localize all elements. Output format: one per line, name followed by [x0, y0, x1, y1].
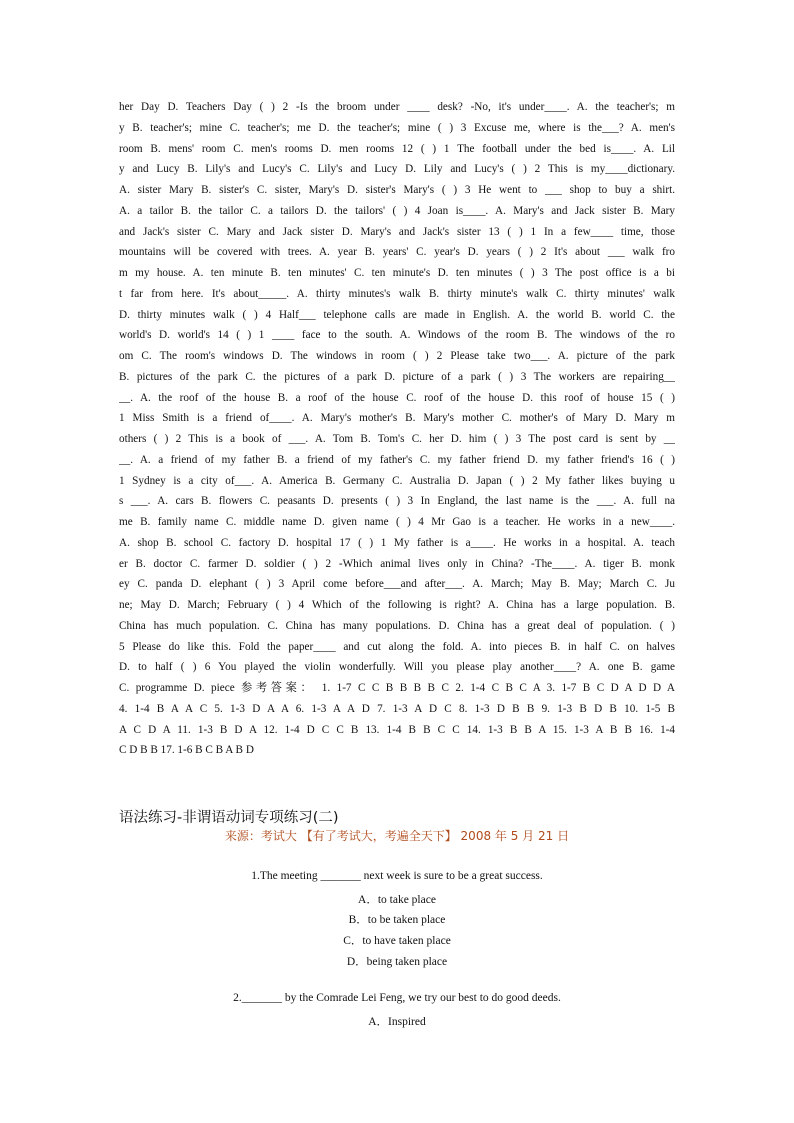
question-2-stem: 2._______ by the Comrade Lei Feng, we try our best to do good deeds.: [233, 992, 561, 1004]
paragraph-line: __. A. a friend of my father B. a friend of my father's C. my father friend D. my father friend's 16 ( ): [119, 453, 675, 466]
paragraph-line: A. a tailor B. the tailor C. a tailors D. the tailors' ( ) 4 Joan is____. A. Mary's and Jack sister B. Mary: [119, 204, 675, 217]
paragraph-line: me B. family name C. middle name D. given name ( ) 4 Mr Gao is a teacher. He works in a new____.: [119, 516, 675, 528]
paragraph-line: m my house. A. ten minute B. ten minutes' C. ten minute's D. ten minutes ( ) 3 The post office is a bi: [119, 267, 675, 279]
paragraph-line: t far from here. It's about_____. A. thirty minutes's walk B. thirty minute's walk C. thirty minutes' walk: [119, 287, 675, 300]
paragraph-line: 5 Please do like this. Fold the paper____ and cut along the fold. A. into pieces B. in half C. on halves: [119, 640, 675, 653]
paragraph-line: y and Lucy B. Lily's and Lucy's C. Lily's and Lucy D. Lily and Lucy's ( ) 2 This is my____dictionary.: [119, 163, 675, 176]
paragraph-line: 1 Miss Smith is a friend of____. A. Mary's mother's B. Mary's mother C. mother's of Mary D. Mary m: [119, 412, 675, 425]
paragraph-line: A C D A 11. 1-3 B D A 12. 1-4 D C C B 13. 1-4 B B C C 14. 1-3 B B A 15. 1-3 A B B 16. 1-4: [119, 723, 675, 736]
paragraph-line: world's D. world's 14 ( ) 1 ____ face to the south. A. Windows of the room B. The windows of the ro: [119, 329, 675, 342]
paragraph-line: and Jack's sister C. Mary and Jack sister D. Mary's and Jack's sister 13 ( ) 1 In a few____ time, those: [119, 225, 675, 238]
paragraph-line: s ___. A. cars B. flowers C. peasants D. presents ( ) 3 In England, the last name is the ___. A. full na: [119, 495, 675, 508]
paragraph-line: room B. mens' room C. men's rooms D. men rooms 12 ( ) 1 The football under the bed is____. A. Lil: [119, 142, 675, 155]
question-1-stem: 1.The meeting _______ next week is sure to be a great success.: [251, 870, 543, 882]
question-1-option-a: A．to take place: [358, 894, 436, 906]
paragraph-line: A. shop B. school C. factory D. hospital 17 ( ) 1 My father is a____. He works in a hospital. A. teach: [119, 536, 675, 549]
paragraph-line: 4. 1-4 B A A C 5. 1-3 D A A 6. 1-3 A A D 7. 1-3 A D C 8. 1-3 D B B 9. 1-3 B D B 10. 1-5 B: [119, 702, 675, 715]
paragraph-line: A. sister Mary B. sister's C. sister, Mary's D. sister's Mary's ( ) 3 He went to ___ shop to buy a shirt.: [119, 184, 675, 196]
paragraph-line: __. A. the roof of the house B. a roof of the house C. roof of the house D. this roof of house 15 ( ): [119, 391, 675, 404]
question-1-option-d: D．being taken place: [346, 956, 448, 968]
source-line: 来源：考试大 【有了考试大，考遍全天下】 2008 年 5 月 21 日: [224, 829, 570, 843]
paragraph-line: B. pictures of the park C. the pictures of a park D. picture of a park ( ) 3 The workers are repairing__: [119, 370, 675, 383]
paragraph-line: C D B B 17. 1-6 B C B A B D: [119, 744, 254, 757]
section-title: 语法练习-非谓语动词专项练习(二): [119, 810, 339, 826]
paragraph-line: D. thirty minutes walk ( ) 4 Half___ telephone calls are made in English. A. the world B. world C. the: [119, 308, 675, 321]
paragraph-line: others ( ) 2 This is a book of ___. A. Tom B. Tom's C. her D. him ( ) 3 The post card is sent by __: [119, 433, 675, 445]
exercise-paragraph: [119, 97, 675, 761]
question-2-option-a: A．Inspired: [368, 1016, 426, 1028]
paragraph-line: y B. teacher's; mine C. teacher's; me D. the teacher's; mine ( ) 3 Excuse me, where is the___? A. men's: [119, 121, 675, 134]
paragraph-line: 1 Sydney is a city of___. A. America B. Germany C. Australia D. Japan ( ) 2 My father likes buying u: [119, 474, 675, 487]
paragraph-line: om C. The room's windows D. The windows in room ( ) 2 Please take two___. A. picture of the park: [119, 350, 675, 362]
paragraph-line: D. to half ( ) 6 You played the violin wonderfully. Will you please play another____? A. one B. game: [119, 661, 675, 674]
paragraph-line: her Day D. Teachers Day ( ) 2 -Is the broom under ____ desk? -No, it's under____. A. the teacher's; m: [119, 101, 675, 113]
paragraph-line: ne; May D. March; February ( ) 4 Which of the following is right? A. China has a large population. B.: [119, 599, 675, 611]
paragraph-line: ey C. panda D. elephant ( ) 3 April come before___and after___. A. March; May B. May; March C. Ju: [119, 578, 675, 591]
paragraph-line: C. programme D. piece 参考答案： 1. 1-7 C C B B B B C 2. 1-4 C B C A 3. 1-7 B C D A D D A: [119, 682, 675, 694]
question-1-option-c: C．to have taken place: [343, 935, 451, 947]
question-1-option-b: B．to be taken place: [348, 914, 446, 926]
paragraph-line: China has much population. C. China has many populations. D. China has a great deal of population. ( ): [119, 619, 675, 632]
paragraph-line: er B. doctor C. farmer D. soldier ( ) 2 -Which animal lives only in China? -The____. A. tiger B. monk: [119, 557, 675, 570]
paragraph-line: mountains will be covered with trees. A. year B. years' C. year's D. years ( ) 2 It's about ___ walk fro: [119, 246, 675, 259]
